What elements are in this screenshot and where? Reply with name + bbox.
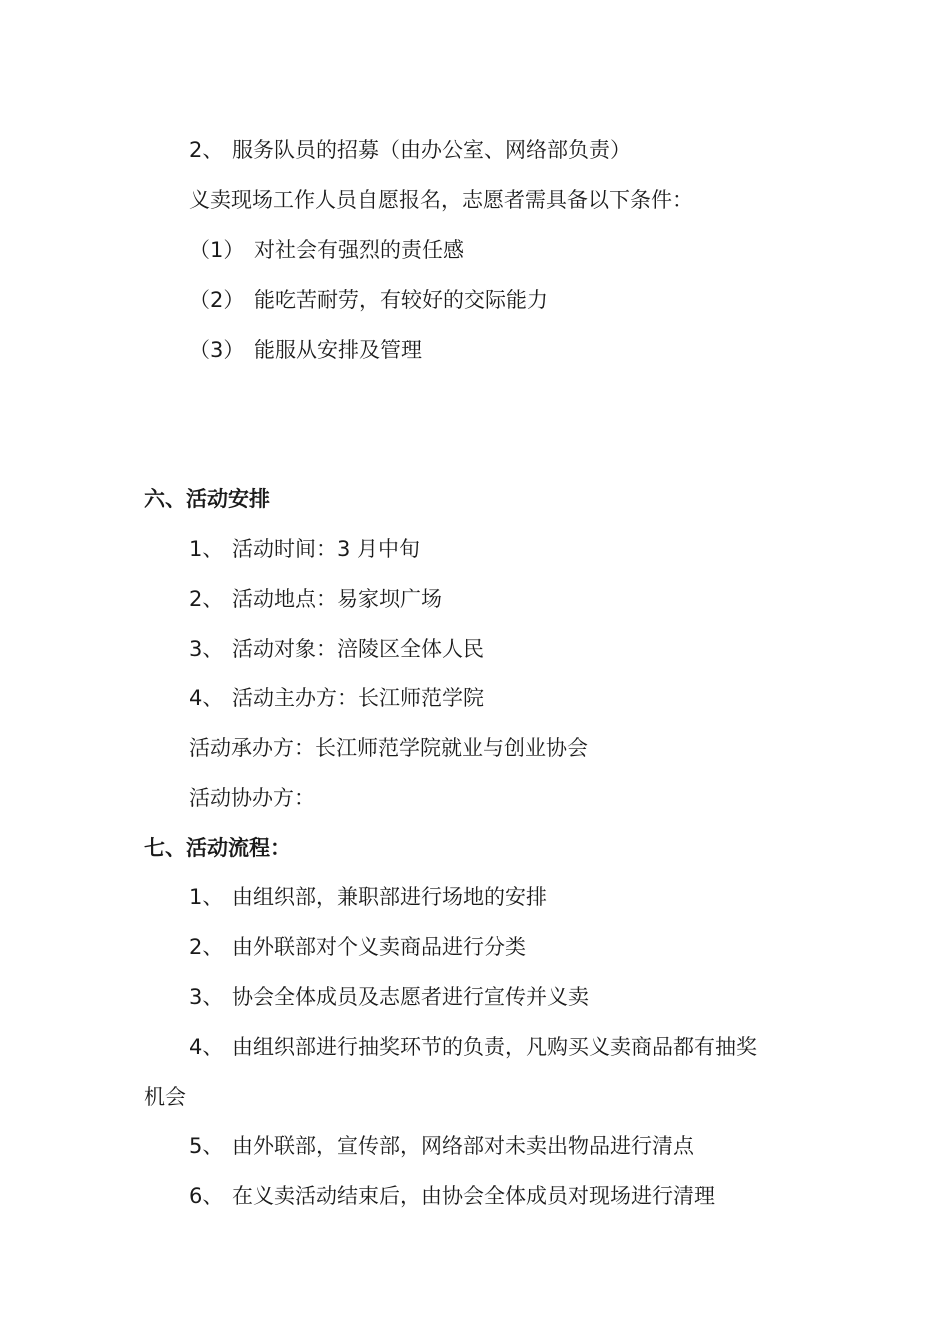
list-number: 1、 [189,885,224,909]
section-heading: 七、活动流程： [144,836,291,860]
list-item [189,982,589,1012]
list-item [189,584,442,614]
list-text: 活动地点：易家坝广场 [232,587,442,611]
list-item [189,932,526,962]
condition-text: 对社会有强烈的责任感 [254,238,464,262]
list-number: 2、 [189,138,224,162]
list-item [189,683,484,713]
list-text: 活动对象：涪陵区全体人民 [232,637,484,661]
recruitment-title [189,135,631,165]
recruitment-intro: 义卖现场工作人员自愿报名，志愿者需具备以下条件： [189,188,693,212]
list-item [189,634,484,664]
condition-number: （1） [189,238,245,262]
list-item [189,882,547,912]
condition-item [189,235,464,265]
list-text: 由组织部，兼职部进行场地的安排 [232,885,547,909]
list-item [189,1131,694,1161]
co-organizer-line: 活动协办方： [189,786,315,810]
list-number: 1、 [189,537,224,561]
list-number: 3、 [189,985,224,1009]
condition-item [189,335,422,365]
list-number: 6、 [189,1184,224,1208]
condition-text: 能服从安排及管理 [254,338,422,362]
list-number: 5、 [189,1134,224,1158]
list-item-continuation: 机会 [144,1085,186,1109]
list-text: 由外联部对个义卖商品进行分类 [232,935,526,959]
list-text: 由组织部进行抽奖环节的负责，凡购买义卖商品都有抽奖 [232,1035,757,1059]
list-text: 协会全体成员及志愿者进行宣传并义卖 [232,985,589,1009]
list-number: 2、 [189,587,224,611]
list-item [189,534,420,564]
list-text: 活动主办方：长江师范学院 [232,686,484,710]
condition-item [189,285,548,315]
condition-number: （3） [189,338,245,362]
list-number: 2、 [189,935,224,959]
list-text: 由外联部，宣传部，网络部对未卖出物品进行清点 [232,1134,694,1158]
condition-text: 能吃苦耐劳，有较好的交际能力 [254,288,548,312]
list-text: 服务队员的招募（由办公室、网络部负责） [232,138,631,162]
list-text: 在义卖活动结束后，由协会全体成员对现场进行清理 [232,1184,715,1208]
list-item [189,1181,715,1211]
list-number: 4、 [189,1035,224,1059]
list-number: 4、 [189,686,224,710]
section-heading: 六、活动安排 [144,487,270,511]
list-text: 活动时间：3 月中旬 [232,537,421,561]
organizer-line: 活动承办方：长江师范学院就业与创业协会 [189,736,588,760]
list-item [189,1032,757,1062]
list-number: 3、 [189,637,224,661]
condition-number: （2） [189,288,245,312]
